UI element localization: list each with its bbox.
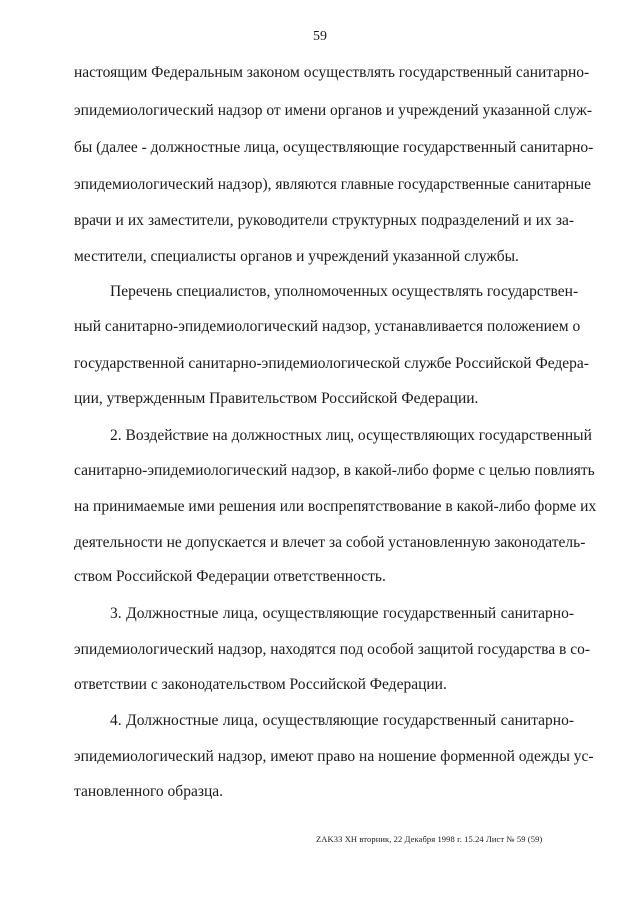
body-line: врачи и их заместители, руководители структурных подразделений и их за-: [74, 212, 574, 229]
page-footer: ZAK33 XH вторник, 22 Декабря 1998 г. 15.24 Лист № 59 (59): [316, 834, 543, 844]
body-line: местители, специалисты органов и учреждений указанной службы.: [74, 248, 519, 265]
body-line: на принимаемые ими решения или воспрепятствование в какой-либо форме их: [74, 498, 597, 515]
body-line: эпидемиологический надзор от имени органов и учреждений указанной служ-: [74, 102, 593, 119]
body-line: деятельности не допускается и влечет за собой установленную законодатель-: [74, 534, 586, 551]
body-line: эпидемиологический надзор, находятся под особой защитой государства в со-: [74, 641, 590, 658]
body-line: эпидемиологический надзор, имеют право на ношение форменной одежды ус-: [74, 748, 594, 765]
body-line: ответствии с законодательством Российской Федерации.: [74, 676, 447, 693]
body-line: 3. Должностные лица, осуществляющие государственный санитарно-: [110, 605, 574, 622]
body-line: ции, утвержденным Правительством Российской Федерации.: [74, 390, 479, 407]
body-line: Перечень специалистов, уполномоченных осуществлять государствен-: [110, 283, 579, 300]
page-number: 59: [313, 29, 327, 44]
body-line: санитарно-эпидемиологический надзор, в какой-либо форме с целью повлиять: [74, 462, 595, 479]
body-line: 4. Должностные лица, осуществляющие государственный санитарно-: [110, 712, 574, 729]
body-line: тановленного образца.: [74, 783, 223, 800]
body-line: ством Российской Федерации ответственность.: [74, 568, 386, 585]
body-line: эпидемиологический надзор), являются главные государственные санитарные: [74, 176, 592, 193]
body-line: ный санитарно-эпидемиологический надзор, устанавливается положением о: [74, 318, 581, 335]
body-line: настоящим Федеральным законом осуществлять государственный санитарно-: [74, 64, 590, 81]
body-line: 2. Воздействие на должностных лиц, осуществляющих государственный: [110, 427, 592, 444]
body-line: государственной санитарно-эпидемиологической службе Российской Федера-: [74, 355, 589, 372]
body-line: бы (далее - должностные лица, осуществляющие государственный санитарно-: [74, 139, 594, 156]
